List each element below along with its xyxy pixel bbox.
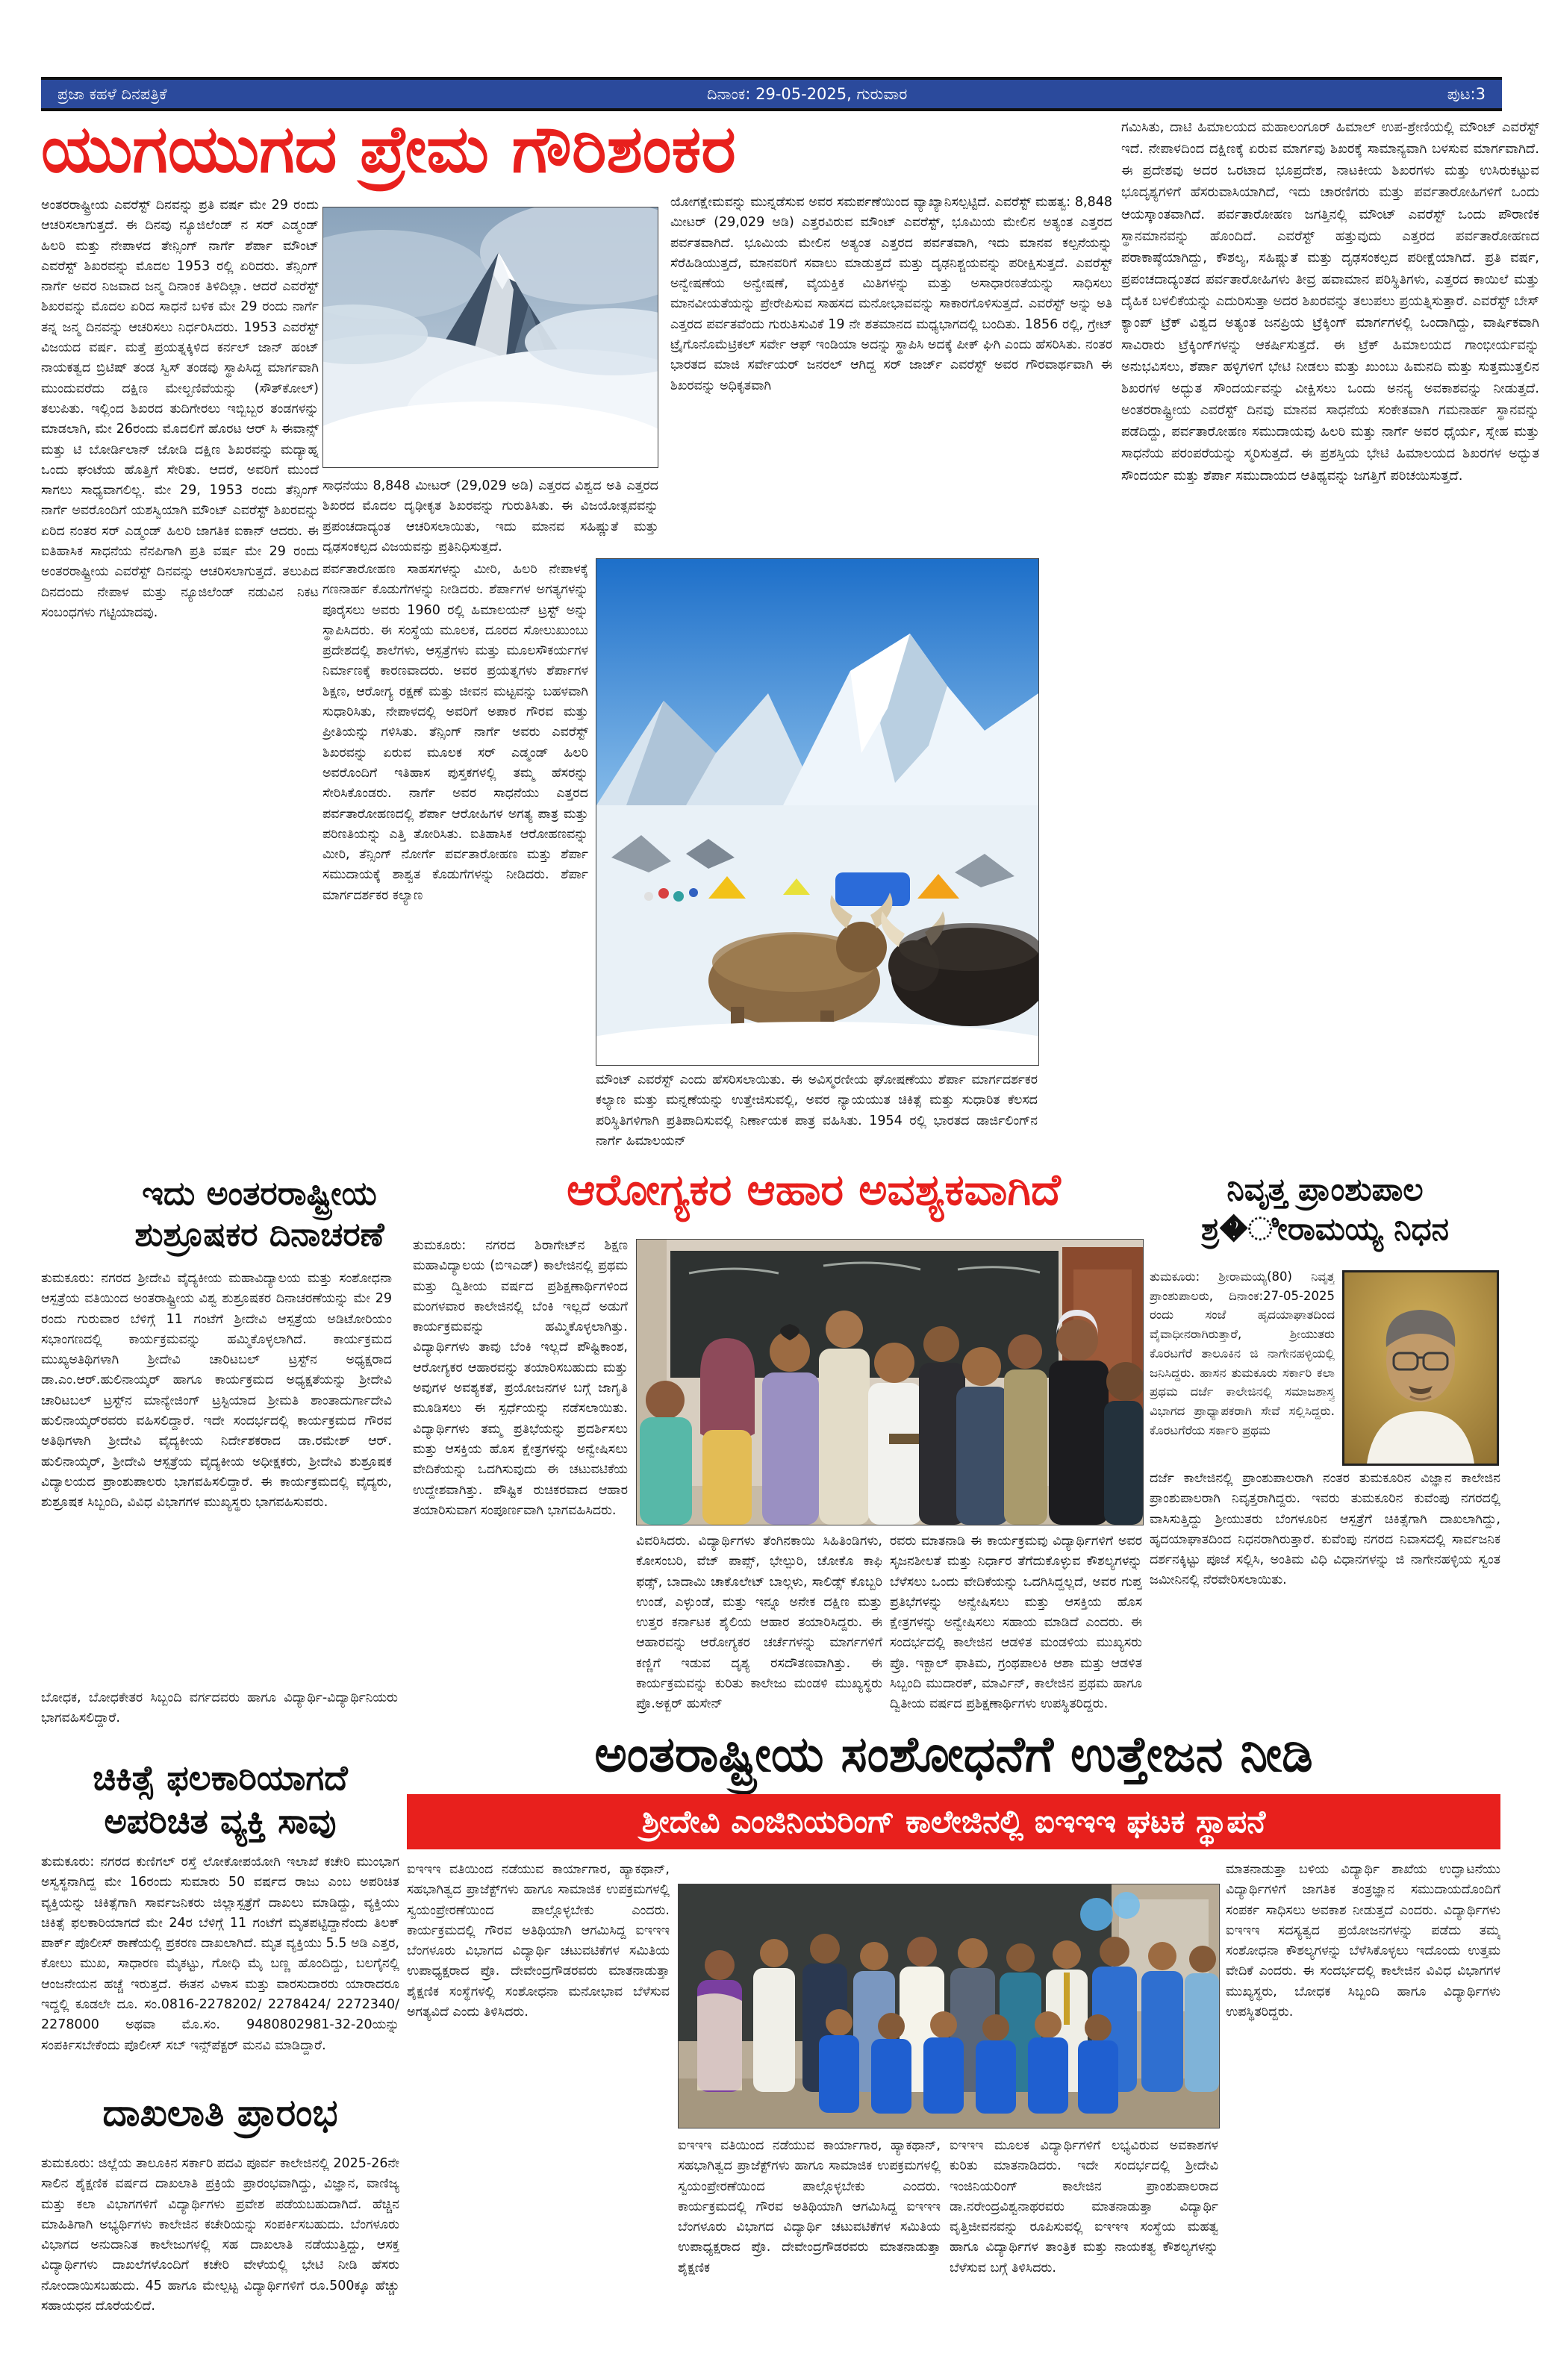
nurses-body-continued: ಬೋಧಕ, ಬೋಧಕೇತರ ಸಿಬ್ಬಂದಿ ವರ್ಗದವರು ಹಾಗೂ ವಿದ್ಯಾರ್ಥಿ-ವಿದ್ಯಾರ್ಥಿನಿಯರು ಭಾಗವಹಿಸಲಿದ್ದಾರೆ. [41,1690,398,1726]
nurses-headline-line1: ಇದು ಅಂತರರಾಷ್ಟ್ರೀಯ [142,1175,377,1213]
person-woman-hijab [700,1338,755,1525]
clouds-peak-illustration [323,207,658,467]
person-woman-teal [640,1381,692,1525]
death-body: ತುಮಕೂರು: ನಗರದ ಕುಣಿಗಲ್ ರಸ್ತೆ ಲೋಕೋಪಯೋಗಿ ಇಲಾಖೆ ಕಚೇರಿ ಮುಂಭಾಗ ಅಸ್ವಸ್ಥನಾಗಿದ್ದ ಮೇ 16ರಂದು ಸುಮಾರು 50 ವರ್ಷದ ರಾಜು ಎಂಬ ಅಪರಿಚಿತ ವ್ಯಕ್ತಿಯನ್ನು ಚಿಕಿತ್ಸೆಗಾಗಿ ಸಾರ್ವಜನಿಕರು ಜಿಲ್ಲಾಸ್ಪತ್ರೆಗೆ ದಾಖಲು ಮಾಡಿದ್ದು, ವ್ಯಕ್ತಿಯು ಚಿಕಿತ್ಸೆ ಫಲಕಾರಿಯಾಗದೆ ಮೇ 24ರ ಬೆಳಿಗ್ಗೆ 11 ಗಂಟೆಗೆ ಮೃತಪಟ್ಟಿದ್ದಾನೆಂದು ತಿಲಕ್ ಪಾರ್ಕ್ ಪೊಲೀಸ್ ಠಾಣೆಯಲ್ಲಿ ಪ್ರಕರಣ ದಾಖಲಾಗಿದೆ. ಮೃತ ವ್ಯಕ್ತಿಯು 5.5 ಅಡಿ ಎತ್ತರ, ಕೋಲು ಮುಖ, ಸಾಧಾರಣ ಮೈಕಟ್ಟು, ಗೋಧಿ ಮೈ ಬಣ್ಣ ಹೊಂದಿದ್ದು, ಬಲಗೈನಲ್ಲಿ ಆಂಜನೇಯನ ಹಚ್ಚೆ ಇರುತ್ತದೆ. ಈತನ ವಿಳಾಸ ಮತ್ತು ವಾರಸುದಾರರು ಯಾರಾದರೂ ಇದ್ದಲ್ಲಿ ಕೂಡಲೇ ದೂ. ಸಂ.0816-2278202/ 2278424/ 2272340/ 2278000 ಅಥವಾ ಮೊ.ಸಂ. 9480802981-32-20ಯನ್ನು ಸಂಪರ್ಕಿಸಬೇಕೆಂದು ಪೊಲೀಸ್ ಸಬ್ ಇನ್ಸ್‌ಪೆಕ್ಟರ್ ಮನವಿ ಮಾಡಿದ್ದಾರೆ. [41,1855,399,2053]
everest-yaks-photo [596,558,1039,1066]
admission-body: ತುಮಕೂರು: ಜಿಲ್ಲೆಯ ತಾಲೂಕಿನ ಸರ್ಕಾರಿ ಪದವಿ ಪೂರ್ವ ಕಾಲೇಜಿನಲ್ಲಿ 2025-26ನೇ ಸಾಲಿನ ಶೈಕ್ಷಣಿಕ ವರ್ಷದ ದಾಖಲಾತಿ ಪ್ರಕ್ರಿಯೆ ಪ್ರಾರಂಭವಾಗಿದ್ದು, ವಿಜ್ಞಾನ, ವಾಣಿಜ್ಯ ಮತ್ತು ಕಲಾ ವಿಭಾಗಗಳಿಗೆ ವಿದ್ಯಾರ್ಥಿಗಳು ಪ್ರವೇಶ ಪಡೆಯಬಹುದಾಗಿದೆ. ಹೆಚ್ಚಿನ ಮಾಹಿತಿಗಾಗಿ ಅಭ್ಯರ್ಥಿಗಳು ಕಾಲೇಜಿನ ಕಚೇರಿಯನ್ನು ಸಂಪರ್ಕಿಸಬಹುದು. ಬೆಂಗಳೂರು ವಿಭಾಗದ ಅನುದಾನಿತ ಕಾಲೇಜುಗಳಲ್ಲಿ ಸಹ ದಾಖಲಾತಿ ನಡೆಯುತ್ತಿದ್ದು, ಆಸಕ್ತ ವಿದ್ಯಾರ್ಥಿಗಳು ದಾಖಲೆಗಳೊಂದಿಗೆ ಕಚೇರಿ ವೇಳೆಯಲ್ಲಿ ಭೇಟಿ ನೀಡಿ ಹೆಸರು ನೋಂದಾಯಿಸಬಹುದು. 45 ಹಾಗೂ ಮೇಲ್ಪಟ್ಟ ವಿದ್ಯಾರ್ಥಿಗಳಿಗೆ ರೂ.500ಕ್ಕೂ ಹೆಚ್ಚು ಸಹಾಯಧನ ದೊರೆಯಲಿದೆ. [41,2156,399,2314]
clouds-peak-photo [322,207,658,468]
death-headline-line2: ಅಪರಿಚಿತ ವ್ಯಕ್ತಿ ಸಾವು [104,1800,337,1841]
obituary-body-below: ದರ್ಜೆ ಕಾಲೇಜಿನಲ್ಲಿ ಪ್ರಾಂಶುಪಾಲರಾಗಿ ನಂತರ ತುಮಕೂರಿನ ವಿಜ್ಞಾನ ಕಾಲೇಜಿನ ಪ್ರಾಂಶುಪಾಲರಾಗಿ ನಿವೃತ್ತರಾಗಿದ್ದರು. ಇವರು ತುಮಕೂರಿನ ಕುವೆಂಪು ನಗರದಲ್ಲಿ ವಾಸಿಸುತ್ತಿದ್ದು ಶ್ರೀಯುತರು ಬೆಂಗಳೂರಿನ ಆಸ್ಪತ್ರೆಗೆ ಚಿಕಿತ್ಸೆಗಾಗಿ ದಾಖಲಾಗಿದ್ದು, ಹೃದಯಾಘಾತದಿಂದ ನಿಧನರಾಗಿರುತ್ತಾರೆ. ಕುವೆಂಪು ನಗರದ ನಿವಾಸದಲ್ಲಿ ಸಾರ್ವಜನಿಕ ದರ್ಶನಕ್ಕಿಟ್ಟು ಪೂಜೆ ಸಲ್ಲಿಸಿ, ಅಂತಿಮ ವಿಧಿ ವಿಧಾನಗಳನ್ನು ಜಿ ನಾಗೇನಹಳ್ಳಿಯ ಸ್ವಂತ ಜಮೀನಿನಲ್ಲಿ ನೆರವೇರಿಸಲಾಯಿತು. [1150,1471,1500,1588]
ieee-group-photo [678,1884,1220,2128]
nurses-headline-line2: ಶುಶ್ರೂಷಕರ ದಿನಾಚರಣೆ [134,1216,384,1254]
ieee-far-right-col: ಮಾತನಾಡುತ್ತಾ ಬಳಿಯ ವಿದ್ಯಾರ್ಥಿ ಶಾಖೆಯ ಉದ್ಘಾಟನೆಯು ವಿದ್ಯಾರ್ಥಿಗಳಿಗೆ ಜಾಗತಿಕ ತಂತ್ರಜ್ಞಾನ ಸಮುದಾಯದೊಂದಿಗೆ ಸಂಪರ್ಕ ಸಾಧಿಸಲು ಅವಕಾಶ ನೀಡುತ್ತದೆ ಎಂದರು. ವಿದ್ಯಾರ್ಥಿಗಳು ಐಇಇಇ ಸದಸ್ಯತ್ವದ ಪ್ರಯೋಜನಗಳನ್ನು ಪಡೆದು ತಮ್ಮ ಸಂಶೋಧನಾ ಕೌಶಲ್ಯಗಳನ್ನು ಬೆಳೆಸಿಕೊಳ್ಳಲು ಇದೊಂದು ಉತ್ತಮ ವೇದಿಕೆ ಎಂದರು. ಈ ಸಂದರ್ಭದಲ್ಲಿ ಕಾಲೇಜಿನ ವಿವಿಧ ವಿಭಾಗಗಳ ಮುಖ್ಯಸ್ಥರು, ಬೋಧಕ ಸಿಬ್ಬಂದಿ ಹಾಗೂ ವಿದ್ಯಾರ್ಥಿಗಳು ಉಪಸ್ಥಿತರಿದ್ದರು. [1226,1862,1500,2020]
main-article-midbottom: ಮೌಂಟ್ ಎವರೆಸ್ಟ್ ಎಂದು ಹೆಸರಿಸಲಾಯಿತು. ಈ ಅವಿಸ್ಮರಣೀಯ ಘೋಷಣೆಯು ಶೆರ್ಪಾ ಮಾರ್ಗದರ್ಶಕರ ಕಲ್ಯಾಣ ಮತ್ತು ಮನ್ನಣೆಯನ್ನು ಉತ್ತೇಜಿಸುವಲ್ಲಿ, ಅವರ ನ್ಯಾಯಯುತ ಚಿಕಿತ್ಸೆ ಮತ್ತು ಸುಧಾರಿತ ಕೆಲಸದ ಪರಿಸ್ಥಿತಿಗಳಿಗಾಗಿ ಪ್ರತಿಪಾದಿಸುವಲ್ಲಿ ನಿರ್ಣಾಯಕ ಪಾತ್ರ ವಹಿಸಿತು. 1954 ರಲ್ಲಿ ಭಾರತದ ಡಾರ್ಜಿಲಿಂಗ್‌ನ ನಾರ್ಗೆ ಹಿಮಾಲಯನ್ [596,1072,1038,1149]
everest-yaks-illustration [596,559,1038,1065]
main-article-midwide: ಸಾಧನೆಯು 8,848 ಮೀಟರ್ (29,029 ಅಡಿ) ಎತ್ತರದ ವಿಶ್ವದ ಅತಿ ಎತ್ತರದ ಶಿಖರದ ಮೊದಲ ದೃಢೀಕೃತ ಶಿಖರವನ್ನು ಗುರುತಿಸಿತು. ಈ ವಿಜಯೋತ್ಸವವನ್ನು ಪ್ರಪಂಚದಾದ್ಯಂತ ಆಚರಿಸಲಾಯಿತು, ಇದು ಮಾನವ ಸಹಿಷ್ಣುತೆ ಮತ್ತು ದೃಢಸಂಕಲ್ಪದ ವಿಜಯವನ್ನು ಪ್ರತಿನಿಧಿಸುತ್ತದೆ. [322,478,658,554]
food-event-photo [636,1239,1144,1525]
main-article-rightcol: ಗಮಿಸಿತು, ದಾಟಿ ಹಿಮಾಲಯದ ಮಹಾಲಂಗೂರ್ ಹಿಮಾಲ್ ಉಪ-ಶ್ರೇಣಿಯಲ್ಲಿ ಮೌಂಟ್ ಎವರೆಸ್ಟ್ ಇದೆ. ನೇಪಾಳದಿಂದ ದಕ್ಷಿಣಕ್ಕೆ ಏರುವ ಮಾರ್ಗವು ಶಿಖರಕ್ಕೆ ಸಾಮಾನ್ಯವಾಗಿ ಬಳಸುವ ಮಾರ್ಗವಾಗಿದೆ. ಈ ಪ್ರದೇಶವು ಅದರ ಒರಟಾದ ಭೂಪ್ರದೇಶ, ನಾಟಕೀಯ ಶಿಖರಗಳು ಮತ್ತು ಉಸಿರುಕಟ್ಟುವ ಭೂದೃಶ್ಯಗಳಿಗೆ ಹೆಸರುವಾಸಿಯಾಗಿದೆ, ಇದು ಚಾರಣಿಗರು ಮತ್ತು ಪರ್ವತಾರೋಹಿಗಳಿಗೆ ಒಂದು ಆಯಸ್ಕಾಂತವಾಗಿದೆ. ಪರ್ವತಾರೋಹಣ ಜಗತ್ತಿನಲ್ಲಿ ಮೌಂಟ್ ಎವರೆಸ್ಟ್ ಒಂದು ಪೌರಾಣಿಕ ಸ್ಥಾನಮಾನವನ್ನು ಹೊಂದಿದೆ. ಎವರೆಸ್ಟ್ ಹತ್ತುವುದು ಎತ್ತರದ ಪರ್ವತಾರೋಹಣದ ಪರಾಕಾಷ್ಠೆಯಾಗಿದ್ದು, ಕೌಶಲ್ಯ, ಸಹಿಷ್ಣುತೆ ಮತ್ತು ದೃಢಸಂಕಲ್ಪದ ಪರೀಕ್ಷೆಯಾಗಿದೆ. ಪ್ರತಿ ವರ್ಷ, ಪ್ರಪಂಚದಾದ್ಯಂತದ ಪರ್ವತಾರೋಹಿಗಳು ತೀವ್ರ ಹವಾಮಾನ ಪರಿಸ್ಥಿತಿಗಳು, ಎತ್ತರದ ಕಾಯಿಲೆ ಮತ್ತು ದೈಹಿಕ ಬಳಲಿಕೆಯನ್ನು ಎದುರಿಸುತ್ತಾ ಅದರ ಶಿಖರವನ್ನು ತಲುಪಲು ಪ್ರಯತ್ನಿಸುತ್ತಾರೆ. ಎವರೆಸ್ಟ್ ಬೇಸ್ ಕ್ಯಾಂಪ್ ಟ್ರೆಕ್ ವಿಶ್ವದ ಅತ್ಯಂತ ಜನಪ್ರಿಯ ಟ್ರೆಕ್ಕಿಂಗ್ ಮಾರ್ಗಗಳಲ್ಲಿ ಒಂದಾಗಿದ್ದು, ವಾರ್ಷಿಕವಾಗಿ ಸಾವಿರಾರು ಟ್ರೆಕ್ಕಿಂಗ್‌ಗಳನ್ನು ಆಕರ್ಷಿಸುತ್ತದೆ. ಈ ಟ್ರೆಕ್ ಹಿಮಾಲಯದ ಗಾಂಭೀರ್ಯವನ್ನು ಅನುಭವಿಸಲು, ಶೆರ್ಪಾ ಹಳ್ಳಿಗಳಿಗೆ ಭೇಟಿ ನೀಡಲು ಮತ್ತು ಖುಂಬು ಹಿಮನದಿ ಮತ್ತು ಸುತ್ತಮುತ್ತಲಿನ ಶಿಖರಗಳ ಅದ್ಭುತ ಸೌಂದರ್ಯವನ್ನು ವೀಕ್ಷಿಸಲು ಒಂದು ಅನನ್ಯ ಅವಕಾಶವನ್ನು ನೀಡುತ್ತದೆ. ಅಂತರರಾಷ್ಟ್ರೀಯ ಎವರೆಸ್ಟ್ ದಿನವು ಮಾನವ ಸಾಧನೆಯ ಸಂಕೇತವಾಗಿ ಗಮನಾರ್ಹ ಸ್ಥಾನವನ್ನು ಪಡೆದಿದ್ದು, ಪರ್ವತಾರೋಹಣ ಸಮುದಾಯವು ಹಿಲರಿ ಮತ್ತು ನಾರ್ಗೆ ಅವರ ಧೈರ್ಯ, ಸ್ನೇಹ ಮತ್ತು ಸಾಧನೆಯ ಪರಂಪರೆಯನ್ನು ಸ್ಮರಿಸುತ್ತದೆ. ಈ ಪ್ರಶಸ್ತಿಯ ಭೇಟಿ ಹಿಮಾಲಯದ ಶಿಖರಗಳ ಅದ್ಭುತ ಸೌಂದರ್ಯ ಮತ್ತು ಶೆರ್ಪಾ ಸಮುದಾಯದ ಆತಿಥ್ಯವನ್ನು ಜಗತ್ತಿಗೆ ಪರಿಚಯಿಸುತ್ತದೆ. [1121,119,1539,484]
obituary-headline-line1: ನಿವೃತ್ತ ಪ್ರಾಂಶುಪಾಲ [1226,1171,1424,1208]
obituary-headline [1150,1170,1500,1249]
death-headline-line1: ಚಿಕಿತ್ಸೆ ಫಲಕಾರಿಯಾಗದೆ [93,1758,348,1798]
paper-name: ಪ್ರಜಾ ಕಹಳೆ ದಿನಪತ್ರಿಕೆ [57,84,167,103]
person-man-right [1104,1362,1143,1525]
ieee-left-col: ಐಇಇಇ ವತಿಯಿಂದ ನಡೆಯುವ ಕಾರ್ಯಾಗಾರ, ಹ್ಯಾಕಥಾನ್, ಸಹಭಾಗಿತ್ವದ ಪ್ರಾಜೆಕ್ಟ್‌ಗಳು ಹಾಗೂ ಸಾಮಾಜಿಕ ಉಪಕ್ರಮಗಳಲ್ಲಿ ಸ್ವಯಂಪ್ರೇರಣೆಯಿಂದ ಪಾಲ್ಗೊಳ್ಳಬೇಕು ಎಂದರು. ಕಾರ್ಯಕ್ರಮದಲ್ಲಿ ಗೌರವ ಅತಿಥಿಯಾಗಿ ಆಗಮಿಸಿದ್ದ ಐಇಇಇ ಬೆಂಗಳೂರು ವಿಭಾಗದ ವಿದ್ಯಾರ್ಥಿ ಚಟುವಟಿಕೆಗಳ ಸಮಿತಿಯ ಉಪಾಧ್ಯಕ್ಷರಾದ ಪ್ರೊ. ದೇವೇಂದ್ರಗೌಡರವರು ಮಾತನಾಡುತ್ತಾ ಶೈಕ್ಷಣಿಕ ಸಂಸ್ಥೆಗಳಲ್ಲಿ ಸಂಶೋಧನಾ ಮನೋಭಾವ ಬೆಳೆಸುವ ಅಗತ್ಯವಿದೆ ಎಂದು ತಿಳಿಸಿದರು. [407,1862,670,2020]
obituary-portrait-illustration [1344,1272,1497,1464]
obituary-portrait-photo [1342,1270,1499,1466]
ieee-headline: ಅಂತರಾಷ್ಟ್ರೀಯ ಸಂಶೋಧನೆಗೆ ಉತ್ತೇಜನ ನೀಡಿ [594,1725,1313,1783]
date-line: ದಿನಾಂಕ: 29-05-2025, ಗುರುವಾರ [706,84,908,103]
admission-headline: ದಾಖಲಾತಿ ಪ್ರಾರಂಭ [102,2091,338,2134]
food-below-col1: ವಿವರಿಸಿದರು. ವಿದ್ಯಾರ್ಥಿಗಳು ತೆಂಗಿನಕಾಯಿ ಸಿಹಿತಿಂಡಿಗಳು, ಕೋಸಂಬರಿ, ವೆಜ್ ಪಾಪ್ಸ್, ಭೇಲ್ಪುರಿ, ಚೋಕೊ ಕಾಫಿ ಫಡ್ಸ್, ಬಾದಾಮಿ ಚಾಕೊಲೇಟ್ ಬಾಲ್ಗಳು, ಸಾಲಿಡ್ಸ್ ಕೊಬ್ಬರಿ ಉಂಡೆ, ಎಳ್ಳುಂಡೆ, ಮತ್ತು ಇನ್ನೂ ಅನೇಕ ದಕ್ಷಿಣ ಮತ್ತು ಉತ್ತರ ಕರ್ನಾಟಕ ಶೈಲಿಯ ಆಹಾರ ತಯಾರಿಸಿದ್ದರು. ಈ ಆಹಾರವನ್ನು ಆರೋಗ್ಯಕರ ಚರ್ಚೆಗಳನ್ನು ಮಾರ್ಗಗಳಿಗೆ ಕಣ್ಣಿಗೆ ಇಡುವ ದೃಶ್ಯ ರಸದೌತಣವಾಗಿತ್ತು. ಈ ಕಾರ್ಯಕ್ರಮವನ್ನು ಕುರಿತು ಕಾಲೇಜು ಮಂಡಳಿ ಮುಖ್ಯಸ್ಥರು ಪ್ರೊ.ಅಕ್ಬರ್ ಹುಸೇನ್ [636,1534,882,1712]
obituary-headline-line2: ಶ್ರ�ೀರಾಮಯ್ಯ ನಿಧನ [1200,1210,1450,1247]
ieee-subheadline: ಶ್ರೀದೇವಿ ಎಂಜಿನಿಯರಿಂಗ್ ಕಾಲೇಜಿನಲ್ಲಿ ಐಇಇಇ ಘಟಕ ಸ್ಥಾಪನೆ [641,1803,1266,1840]
obituary-body-beside: ತುಮಕೂರು: ಶ್ರೀರಾಮಯ್ಯ(80) ನಿವೃತ್ತ ಪ್ರಾಂಶುಪಾಲರು, ದಿನಾಂಕ:27-05-2025 ರಂದು ಸಂಜೆ ಹೃದಯಾಘಾತದಿಂದ ವೈವಾಧೀನರಾಗಿರುತ್ತಾರೆ, ಶ್ರೀಯುತರು ಕೊರಟಗೆರೆ ತಾಲೂಕಿನ ಜಿ ನಾಗೇನಹಳ್ಳಿಯಲ್ಲಿ ಜನಿಸಿದ್ದರು. ಹಾಸನ ತುಮಕೂರು ಸರ್ಕಾರಿ ಕಲಾ ಪ್ರಥಮ ದರ್ಜೆ ಕಾಲೇಜಿನಲ್ಲಿ ಸಮಾಜಶಾಸ್ತ್ರ ವಿಭಾಗದ ಪ್ರಾಧ್ಯಾಪಕರಾಗಿ ಸೇವೆ ಸಲ್ಲಿಸಿದ್ದರು. ಕೊರಟಗೆರೆಯ ಸರ್ಕಾರಿ ಪ್ರಥಮ [1150,1269,1335,1437]
main-headline: ಯುಗಯುಗದ ಪ್ರೇಮ ಗೌರಿಶಂಕರ [41,110,736,187]
main-article-col2: ಪರ್ವತಾರೋಹಣ ಸಾಹಸಗಳನ್ನು ಮೀರಿ, ಹಿಲರಿ ನೇಪಾಳಕ್ಕೆ ಗಣನಾರ್ಹ ಕೊಡುಗೆಗಳನ್ನು ನೀಡಿದರು. ಶೆರ್ಪಾಗಳ ಅಗತ್ಯಗಳನ್ನು ಪೂರೈಸಲು ಅವರು 1960 ರಲ್ಲಿ ಹಿಮಾಲಯನ್ ಟ್ರಸ್ಟ್ ಅನ್ನು ಸ್ಥಾಪಿಸಿದರು. ಈ ಸಂಸ್ಥೆಯ ಮೂಲಕ, ದೂರದ ಸೋಲುಖುಂಬು ಪ್ರದೇಶದಲ್ಲಿ ಶಾಲೆಗಳು, ಆಸ್ಪತ್ರೆಗಳು ಮತ್ತು ಮೂಲಸೌಕರ್ಯಗಳ ನಿರ್ಮಾಣಕ್ಕೆ ಕಾರಣವಾದರು. ಅವರ ಪ್ರಯತ್ನಗಳು ಶೆರ್ಪಾಗಳ ಶಿಕ್ಷಣ, ಆರೋಗ್ಯ ರಕ್ಷಣೆ ಮತ್ತು ಜೀವನ ಮಟ್ಟವನ್ನು ಬಹಳವಾಗಿ ಸುಧಾರಿಸಿತು, ನೇಪಾಳದಲ್ಲಿ ಅವರಿಗೆ ಅಪಾರ ಗೌರವ ಮತ್ತು ಪ್ರೀತಿಯನ್ನು ಗಳಿಸಿತು. ತೆನ್ಸಿಂಗ್ ನಾರ್ಗೆ ಅವರು ಎವರೆಸ್ಟ್ ಶಿಖರವನ್ನು ಏರುವ ಮೂಲಕ ಸರ್ ಎಡ್ಮಂಡ್ ಹಿಲರಿ ಅವರೊಂದಿಗೆ ಇತಿಹಾಸ ಪುಸ್ತಕಗಳಲ್ಲಿ ತಮ್ಮ ಹೆಸರನ್ನು ಸೇರಿಸಿಕೊಂಡರು. ನಾರ್ಗೆ ಅವರ ಸಾಧನೆಯು ಎತ್ತರದ ಪರ್ವತಾರೋಹಣದಲ್ಲಿ ಶೆರ್ಪಾ ಆರೋಹಿಗಳ ಅಗತ್ಯ ಪಾತ್ರ ಮತ್ತು ಪರಿಣತಿಯನ್ನು ಎತ್ತಿ ತೋರಿಸಿತು. ಐತಿಹಾಸಿಕ ಆರೋಹಣವನ್ನು ಮೀರಿ, ತೆನ್ಸಿಂಗ್ ನೋರ್ಗೆ ಪರ್ವತಾರೋಹಣ ಮತ್ತು ಶೆರ್ಪಾ ಸಮುದಾಯಕ್ಕೆ ಶಾಶ್ವತ ಕೊಡುಗೆಗಳನ್ನು ನೀಡಿದರು. ಶೆರ್ಪಾ ಮಾರ್ಗದರ್ಶಕರ ಕಲ್ಯಾಣ [322,562,588,903]
death-headline [41,1757,399,1843]
main-article-col1: ಅಂತರರಾಷ್ಟ್ರೀಯ ಎವರೆಸ್ಟ್ ದಿನವನ್ನು ಪ್ರತಿ ವರ್ಷ ಮೇ 29 ರಂದು ಆಚರಿಸಲಾಗುತ್ತದೆ. ಈ ದಿನವು ನ್ಯೂಜಿಲೆಂಡ್ ನ ಸರ್ ಎಡ್ಮಂಡ್ ಹಿಲರಿ ಮತ್ತು ನೇಪಾಳದ ತೇನ್ಸಿಂಗ್ ನಾರ್ಗೆ ಶೆರ್ಪಾ ಮೌಂಟ್ ಎವರೆಸ್ಟ್ ಶಿಖರವನ್ನು ಮೊದಲ 1953 ರಲ್ಲಿ ಏರಿದರು. ತೆನ್ಸಿಂಗ್ ನಾರ್ಗೆ ಅವರ ನಿಜವಾದ ಜನ್ಮ ದಿನಾಂಕ ತಿಳಿದಿಲ್ಲಾ. ಆದರೆ ಎವರೆಸ್ಟ್ ಶಿಖರವನ್ನು ಮೊದಲ ಏರಿದ ಸಾಧನೆ ಬಳಿಕ ಮೇ 29 ರಂದು ನಾರ್ಗೆ ತನ್ನ ಜನ್ಮ ದಿನವನ್ನು ಆಚರಿಸಲು ನಿರ್ಧರಿಸಿದರು. 1953 ಎವರೆಸ್ಟ್ ವಿಜಯದ ವರ್ಷ. ಮತ್ತೆ ಪ್ರಯತ್ನಕ್ಕಿಳಿದ ಕರ್ನಲ್ ಜಾನ್ ಹಂಟ್ ನಾಯಕತ್ವದ ಬ್ರಿಟಿಷ್ ತಂಡ ಸ್ವಿಸ್ ತಂಡವು ಸ್ಥಾಪಿಸಿದ್ದ ಮಾರ್ಗವಾಗಿ ಮುಂದುವರೆದು ದಕ್ಷಿಣ ಮೇಲ್ಖಣಿವೆಯನ್ನು (ಸೌತ್‌ಕೋಲ್) ತಲುಪಿತು. ಇಲ್ಲಿಂದ ಶಿಖರದ ತುದಿಗೇರಲು ಇಬ್ಬಿಬ್ಬರ ತಂಡಗಳನ್ನು ಮಾಡಲಾಗಿ, ಮೇ 26ರಂದು ಮೊದಲಿಗೆ ಹೊರಟ ಆರ್ ಸಿ ಈವಾನ್ಸ್ ಮತ್ತು ಟಿ ಬೋರ್ಡಿಲಾನ್ ಜೋಡಿ ದಕ್ಷಿಣ ಶಿಖರವನ್ನು ಮದ್ಯಾಹ್ನ ಒಂದು ಘಂಟೆಯ ಹೊತ್ತಿಗೆ ಸೇರಿತು. ಆದರೆ, ಅವರಿಗೆ ಮುಂದೆ ಸಾಗಲು ಸಾಧ್ಯವಾಗಲಿಲ್ಲ. ಮೇ 29, 1953 ರಂದು ತೆನ್ಸಿಂಗ್ ನಾರ್ಗೆ ಅವರೊಂದಿಗೆ ಯಶಸ್ವಿಯಾಗಿ ಮೌಂಟ್ ಎವರೆಸ್ಟ್ ಶಿಖರವನ್ನು ಏರಿದ ನಂತರ ಸರ್ ಎಡ್ಮಂಡ್ ಹಿಲರಿ ಜಾಗತಿಕ ಐಕಾನ್ ಆದರು. ಈ ಐತಿಹಾಸಿಕ ಸಾಧನೆಯ ನೆನಪಿಗಾಗಿ ಪ್ರತಿ ವರ್ಷ ಮೇ 29 ರಂದು ಅಂತರರಾಷ್ಟ್ರೀಯ ಎವರೆಸ್ಟ್ ದಿನವನ್ನು ಆಚರಿಸಲಾಗುತ್ತದೆ. ತಲುಪಿದ ದಿನದಂದು ನೇಪಾಳ ಮತ್ತು ನ್ಯೂಜಿಲೆಂಡ್ ನಡುವಿನ ನಿಕಟ ಸಂಬಂಧಗಳು ಗಟ್ಟಿಯಾದವು. [41,198,319,620]
ieee-group-illustration [679,1884,1219,2128]
food-below-col2: ರವರು ಮಾತನಾಡಿ ಈ ಕಾರ್ಯಕ್ರಮವು ವಿದ್ಯಾರ್ಥಿಗಳಿಗೆ ಅವರ ಸೃಜನಶೀಲತೆ ಮತ್ತು ನಿರ್ಧಾರ ತೆಗೆದುಕೊಳ್ಳುವ ಕೌಶಲ್ಯಗಳನ್ನು ಬೆಳೆಸಲು ಒಂದು ವೇದಿಕೆಯನ್ನು ಒದಗಿಸಿದ್ದಲ್ಲದೆ, ಅವರ ಗುಪ್ತ ಪ್ರತಿಭೆಗಳನ್ನು ಅನ್ವೇಷಿಸಲು ಮತ್ತು ಆಸಕ್ತಿಯ ಹೊಸ ಕ್ಷೇತ್ರಗಳನ್ನು ಅನ್ವೇಷಿಸಲು ಸಹಾಯ ಮಾಡಿದೆ ಎಂದರು. ಈ ಸಂದರ್ಭದಲ್ಲಿ ಕಾಲೇಜಿನ ಆಡಳಿತ ಮಂಡಳಿಯ ಮುಖ್ಯಸರು ಪ್ರೊ. ಇಕ್ಬಾಲ್ ಫಾತಿಮ, ಗ್ರಂಥಪಾಲಕಿ ಆಶಾ ಮತ್ತು ಆಡಳಿತ ಸಿಬ್ಬಂದಿ ಮುದಾರಕ್, ಮಾರ್ವಿನ್, ಕಾಲೇಜಿನ ಪ್ರಥಮ ಹಾಗೂ ದ್ವಿತೀಯ ವರ್ಷದ ಪ್ರಶಿಕ್ಷಣಾರ್ಥಿಗಳು ಉಪಸ್ಥಿತರಿದ್ದರು. [890,1534,1142,1712]
ieee-subheadline-strip [407,1794,1500,1849]
food-headline: ಆರೋಗ್ಯಕರ ಆಹಾರ ಅವಶ್ಯಕವಾಗಿದೆ [567,1164,1061,1215]
page-number: ಪುಟ:3 [1447,84,1486,103]
main-article-midtop: ಯೋಗಕ್ಷೇಮವನ್ನು ಮುನ್ನಡೆಸುವ ಅವರ ಸಮರ್ಪಣೆಯಿಂದ ವ್ಯಾಖ್ಯಾನಿಸಲ್ಪಟ್ಟಿದೆ. ಎವರೆಸ್ಟ್ ಮಹತ್ವ: 8,848 ಮೀಟರ್ (29,029 ಅಡಿ) ಎತ್ತರವಿರುವ ಮೌಂಟ್ ಎವರೆಸ್ಟ್, ಭೂಮಿಯ ಮೇಲಿನ ಅತ್ಯಂತ ಎತ್ತರದ ಪರ್ವತವಾಗಿದೆ. ಭೂಮಿಯ ಮೇಲಿನ ಅತ್ಯಂತ ಎತ್ತರದ ಪರ್ವತವಾಗಿ, ಇದು ಮಾನವ ಕಲ್ಪನೆಯನ್ನು ಸೆರೆಹಿಡಿಯುತ್ತದೆ, ಮಾನವರಿಗೆ ಸವಾಲು ಮಾಡುತ್ತದೆ ಮತ್ತು ದೃಢನಿಶ್ಚಯವನ್ನು ಪರೀಕ್ಷಿಸುತ್ತದೆ. ಎವರೆಸ್ಟ್ ಅನ್ವೇಷಣೆಯ ಅನ್ವೇಷಣೆ, ವೈಯಕ್ತಿಕ ಮಿತಿಗಳನ್ನು ಮತ್ತು ಅಸಾಧಾರಣತೆಯನ್ನು ಸಾಧಿಸಲು ಮಾನವೀಯತೆಯನ್ನು ಪ್ರೇರೇಪಿಸುವ ಸಾಹಸದ ಮನೋಭಾವವನ್ನು ಸಾಕಾರಗೊಳಿಸುತ್ತದೆ. ಎವರೆಸ್ಟ್ ಅನ್ನು ಅತಿ ಎತ್ತರದ ಪರ್ವತವೆಂದು ಗುರುತಿಸುವಿಕೆ 19 ನೇ ಶತಮಾನದ ಮಧ್ಯಭಾಗದಲ್ಲಿ ಬಂದಿತು. 1856 ರಲ್ಲಿ, ಗ್ರೇಟ್ ಟ್ರೈಗೊನೊಮೆಟ್ರಿಕಲ್ ಸರ್ವೇ ಆಫ್ ಇಂಡಿಯಾ ಅದನ್ನು ಸ್ಥಾಪಿಸಿ ಅದಕ್ಕೆ ಪೀಕ್ ಘಿಗಿ ಎಂದು ಹೆಸರಿಸಿತು. ನಂತರ ಭಾರತದ ಮಾಜಿ ಸರ್ವೇಯರ್ ಜನರಲ್ ಆಗಿದ್ದ ಸರ್ ಜಾರ್ಜ್ ಎವರೆಸ್ಟ್ ಅವರ ಗೌರವಾರ್ಥವಾಗಿ ಈ ಶಿಖರವನ್ನು ಅಧಿಕೃತವಾಗಿ [670,195,1112,393]
nurses-body: ತುಮಕೂರು: ನಗರದ ಶ್ರೀದೇವಿ ವೈದ್ಯಕೀಯ ಮಹಾವಿದ್ಯಾಲಯ ಮತ್ತು ಸಂಶೋಧನಾ ಆಸ್ಪತ್ರೆಯ ವತಿಯಿಂದ ಅಂತರಾಷ್ಟ್ರೀಯ ವಿಶ್ವ ಶುಶ್ರೂಷಕರ ದಿನಾಚರಣೆಯನ್ನು ಮೇ 29 ರಂದು ಗುರುವಾರ ಬೆಳಿಗ್ಗೆ 11 ಗಂಟೆಗೆ ಶ್ರೀದೇವಿ ಆಸ್ಪತ್ರೆಯ ಅಡಿಟೋರಿಯಂ ಸಭಾಂಗಣದಲ್ಲಿ ಕಾರ್ಯಕ್ರಮವನ್ನು ಹಮ್ಮಿಕೊಳ್ಳಲಾಗಿದೆ. ಕಾರ್ಯಕ್ರಮದ ಮುಖ್ಯಅತಿಥಿಗಳಾಗಿ ಶ್ರೀದೇವಿ ಚಾರಿಟಬಲ್ ಟ್ರಸ್ಟ್‌ನ ಅಧ್ಯಕ್ಷರಾದ ಡಾ.ಎಂ.ಆರ್.ಹುಲಿನಾಯ್ಕರ್ ಹಾಗೂ ಕಾರ್ಯಕ್ರಮದ ಅಧ್ಯಕ್ಷತೆಯನ್ನು ಶ್ರೀದೇವಿ ಚಾರಿಟಬಲ್ ಟ್ರಸ್ಟ್‌ನ ಮಾನ್ಯೇಜಿಂಗ್ ಟ್ರಸ್ಟಿಯಾದ ಶ್ರೀಮತಿ ಶಾಂತಾದುರ್ಗಾದೇವಿ ಹುಲಿನಾಯ್ಕರ್‌ರವರು ವಹಿಸಲಿದ್ದಾರೆ. ಇದೇ ಸಂದರ್ಭದಲ್ಲಿ ಕಾರ್ಯಕ್ರಮದ ಗೌರವ ಅತಿಥಿಗಳಾಗಿ ಶ್ರೀದೇವಿ ವೈದ್ಯಕೀಯ ನಿರ್ದೇಶಕರಾದ ಡಾ.ರಮೇಶ್ ಆರ್. ಹುಲಿನಾಯ್ಕರ್, ಶ್ರೀದೇವಿ ಆಸ್ಪತ್ರೆಯ ವೈದ್ಯಕೀಯ ಅಧೀಕ್ಷಕರು, ಶ್ರೀದೇವಿ ಶುಶ್ರೂಷಕ ವಿದ್ಯಾಲಯದ ಪ್ರಾಂಶುಪಾಲರು ಭಾಗವಹಿಸಲಿದ್ದಾರೆ. ಈ ಕಾರ್ಯಕ್ರಮದಲ್ಲಿ ವೈದ್ಯರು, ಶುಶ್ರೂಷಕ ಸಿಬ್ಬಂದಿ, ವಿವಿಧ ವಿಭಾಗಗಳ ಮುಖ್ಯಸ್ಥರು ಭಾಗವಹಿಸುವರು. [41,1271,392,1511]
food-col1: ತುಮಕೂರು: ನಗರದ ಶಿರಾಗೇಟ್‌ನ ಶಿಕ್ಷಣ ಮಹಾವಿದ್ಯಾಲಯ (ಬಿಇಎಡ್) ಕಾಲೇಜಿನಲ್ಲಿ ಪ್ರಥಮ ಮತ್ತು ದ್ವಿತೀಯ ವರ್ಷದ ಪ್ರಶಿಕ್ಷಣಾರ್ಥಿಗಳಿಂದ ಮಂಗಳವಾರ ಕಾಲೇಜಿನಲ್ಲಿ ಬೆಂಕಿ ಇಲ್ಲದೆ ಅಡುಗೆ ಕಾರ್ಯಕ್ರಮವನ್ನು ಹಮ್ಮಿಕೊಳ್ಳಲಾಗಿತ್ತು. ವಿದ್ಯಾರ್ಥಿಗಳು ತಾವು ಬೆಂಕಿ ಇಲ್ಲದೆ ಪೌಷ್ಟಿಕಾಂಶ, ಆರೋಗ್ಯಕರ ಆಹಾರವನ್ನು ತಯಾರಿಸಬಹುದು ಮತ್ತು ಅವುಗಳ ಅವಶ್ಯಕತೆ, ಪ್ರಯೋಜನಗಳ ಬಗ್ಗೆ ಜಾಗೃತಿ ಮೂಡಿಸಲು ಈ ಸ್ಪರ್ಧೆಯನ್ನು ನಡೆಸಲಾಯಿತು. ವಿದ್ಯಾರ್ಥಿಗಳು ತಮ್ಮ ಪ್ರತಿಭೆಯನ್ನು ಪ್ರದರ್ಶಿಸಲು ಮತ್ತು ಆಸಕ್ತಿಯ ಹೊಸ ಕ್ಷೇತ್ರಗಳನ್ನು ಅನ್ವೇಷಿಸಲು ವೇದಿಕೆಯನ್ನು ಒದಗಿಸುವುದು ಈ ಚಟುವಟಿಕೆಯ ಉದ್ದೇಶವಾಗಿತ್ತು. ಪೌಷ್ಟಿಕ ರುಚಿಕರವಾದ ಆಹಾರ ತಯಾರಿಸುವಾಗ ಸಂಪೂರ್ಣವಾಗಿ ಭಾಗವಹಿಸಿದರು. [413,1238,628,1518]
masthead-bar [41,77,1502,111]
food-event-illustration [637,1240,1143,1525]
ieee-below-col2: ಐಇಇಇ ಮೂಲಕ ವಿದ್ಯಾರ್ಥಿಗಳಿಗೆ ಲಭ್ಯವಿರುವ ಅವಕಾಶಗಳ ಕುರಿತು ಮಾತನಾಡಿದರು. ಇದೇ ಸಂದರ್ಭದಲ್ಲಿ ಶ್ರೀದೇವಿ ಇಂಜಿನಿಯರಿಂಗ್ ಕಾಲೇಜಿನ ಪ್ರಾಂಶುಪಾಲರಾದ ಡಾ.ನರೇಂದ್ರವಿಶ್ವನಾಥರವರು ಮಾತನಾಡುತ್ತಾ ವಿದ್ಯಾರ್ಥಿ ವೃತ್ತಿಜೀವನವನ್ನು ರೂಪಿಸುವಲ್ಲಿ ಐಇಇಇ ಸಂಸ್ಥೆಯ ಮಹತ್ವ ಹಾಗೂ ವಿದ್ಯಾರ್ಥಿಗಳ ತಾಂತ್ರಿಕ ಮತ್ತು ನಾಯಕತ್ವ ಕೌಶಲ್ಯಗಳನ್ನು ಬೆಳೆಸುವ ಬಗ್ಗೆ ತಿಳಿಸಿದರು. [950,2138,1218,2276]
ieee-below-col1: ಐಇಇಇ ವತಿಯಿಂದ ನಡೆಯುವ ಕಾರ್ಯಾಗಾರ, ಹ್ಯಾಕಥಾನ್, ಸಹಭಾಗಿತ್ವದ ಪ್ರಾಜೆಕ್ಟ್‌ಗಳು ಹಾಗೂ ಸಾಮಾಜಿಕ ಉಪಕ್ರಮಗಳಲ್ಲಿ ಸ್ವಯಂಪ್ರೇರಣೆಯಿಂದ ಪಾಲ್ಗೊಳ್ಳಬೇಕು ಎಂದರು. ಕಾರ್ಯಕ್ರಮದಲ್ಲಿ ಗೌರವ ಅತಿಥಿಯಾಗಿ ಆಗಮಿಸಿದ್ದ ಐಇಇಇ ಬೆಂಗಳೂರು ವಿಭಾಗದ ವಿದ್ಯಾರ್ಥಿ ಚಟುವಟಿಕೆಗಳ ಸಮಿತಿಯ ಉಪಾಧ್ಯಕ್ಷರಾದ ಪ್ರೊ. ದೇವೇಂದ್ರಗೌಡರವರು ಮಾತನಾಡುತ್ತಾ ಶೈಕ್ಷಣಿಕ [678,2138,941,2276]
